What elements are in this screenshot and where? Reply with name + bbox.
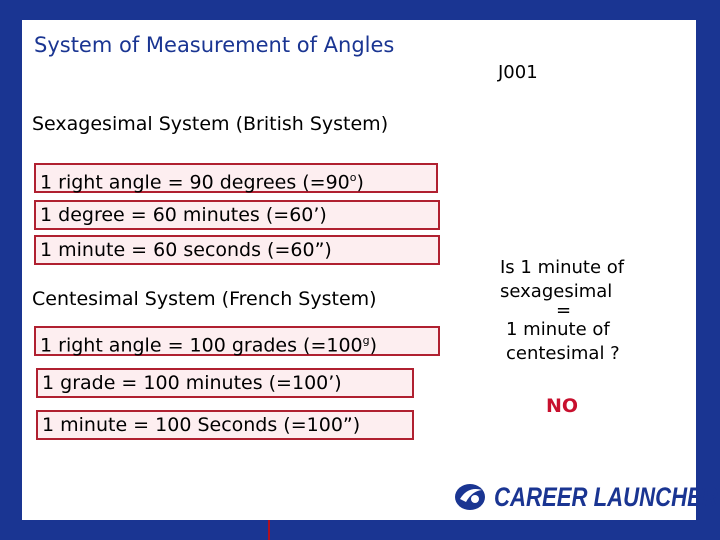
sexagesimal-line-2: 1 degree = 60 minutes (=60’) bbox=[34, 200, 440, 230]
centesimal-line-3: 1 minute = 100 Seconds (=100”) bbox=[36, 410, 414, 440]
centesimal-heading: Centesimal System (French System) bbox=[32, 288, 377, 310]
sexagesimal-heading: Sexagesimal System (British System) bbox=[32, 113, 389, 135]
centesimal-line-1: 1 right angle = 100 grades $(=100^g)$ bbox=[34, 326, 440, 356]
question-text: Is 1 minute of sexagesimal = 1 minute of centesimal ? bbox=[500, 257, 625, 364]
sexagesimal-line-3: 1 minute = 60 seconds (=60”) bbox=[34, 235, 440, 265]
career-launcher-logo-icon bbox=[454, 482, 488, 512]
slide-code: J001 bbox=[498, 62, 538, 83]
career-launcher-logo bbox=[454, 482, 720, 512]
centesimal-line-2: 1 grade = 100 minutes (=100’) bbox=[36, 368, 414, 398]
answer-text: NO bbox=[546, 395, 579, 417]
logo-text: CAREER LAUNCHER bbox=[494, 481, 718, 512]
slide bbox=[22, 20, 718, 520]
slide-title: System of Measurement of Angles bbox=[34, 33, 395, 57]
footer-divider bbox=[268, 520, 270, 540]
sexagesimal-line-1: 1 right angle = 90 degrees $(=90^o)$ bbox=[34, 163, 438, 193]
